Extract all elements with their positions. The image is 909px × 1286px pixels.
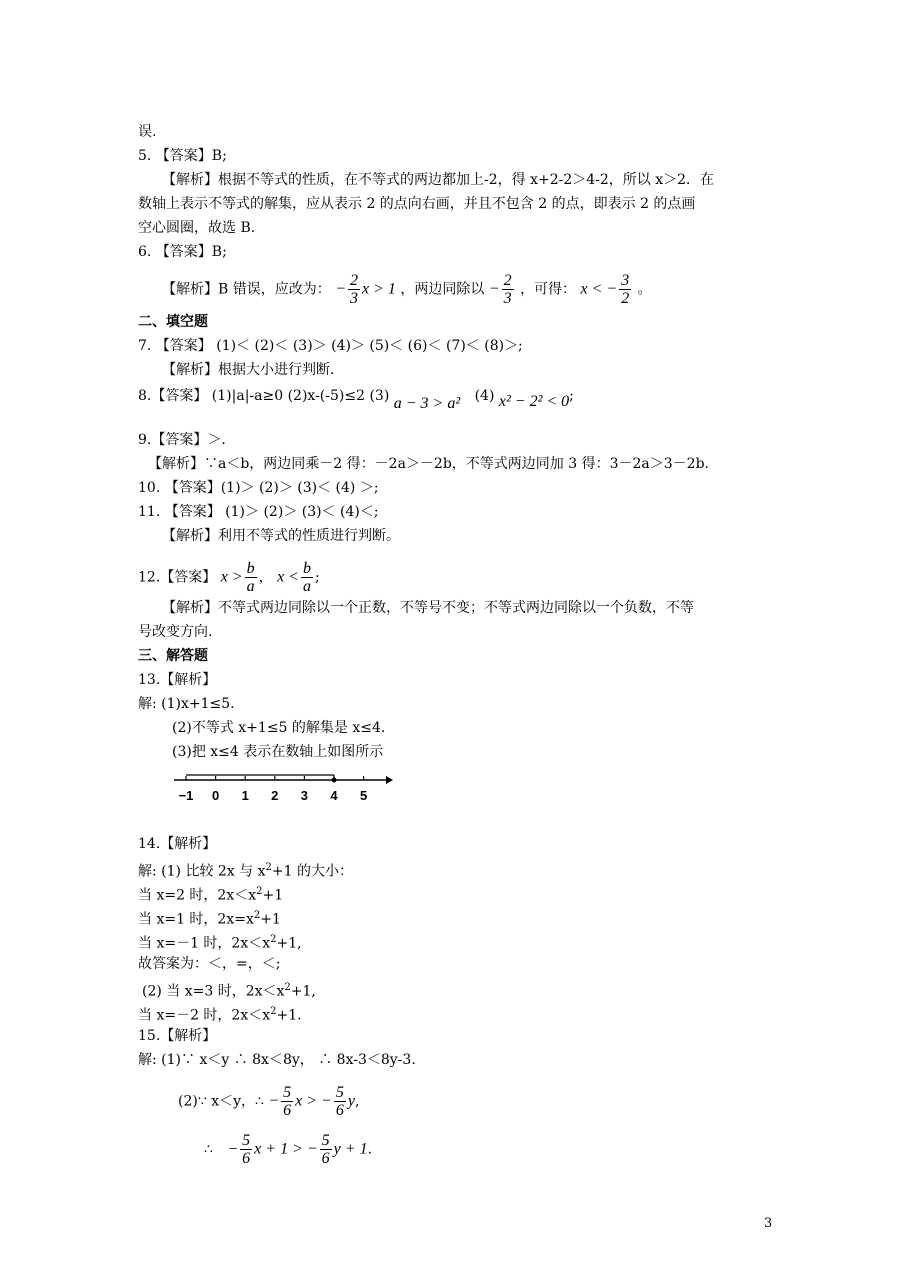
numerator: b <box>246 560 255 577</box>
fraction <box>502 272 514 307</box>
math-expr: x < <box>277 568 299 586</box>
text: 12.【答案】 <box>138 569 217 586</box>
math-expr: x + 1 > − <box>254 1140 318 1158</box>
numerator: 3 <box>621 272 630 289</box>
analysis-line: 【解析】利用不等式的性质进行判断。 <box>162 528 400 544</box>
math-sign: − <box>488 280 500 298</box>
text: ， <box>258 569 273 586</box>
solution-line: 解: (1)∵ x＜y ∴ 8x＜8y， ∴ 8x-3＜8y-3. <box>138 1052 416 1068</box>
denominator: a <box>246 578 255 595</box>
answer-line: 10. 【答案】(1)＞ (2)＞ (3)＜ (4) ＞; <box>138 480 379 496</box>
answer-line-q8 <box>138 386 574 412</box>
fraction <box>619 272 631 307</box>
solution-line: (2)不等式 x+1≤5 的解集是 x≤4. <box>172 720 386 736</box>
analysis-line-q6 <box>162 272 652 307</box>
text: ，可得： <box>520 281 577 298</box>
solution-line-q15-3 <box>204 1132 372 1167</box>
denominator: 3 <box>350 290 358 307</box>
solution-line: 当 x=2 时，$2x<x^2+1$ <box>138 886 284 904</box>
solution-line-q15-2 <box>178 1084 359 1119</box>
section-heading: 三、解答题 <box>138 648 208 664</box>
text: 【解析】B 错误，应改为： <box>162 281 331 298</box>
denominator: 2 <box>621 290 630 307</box>
numerator: 5 <box>242 1132 251 1149</box>
numerator: 2 <box>350 272 358 289</box>
text: , <box>354 1093 360 1110</box>
solution-line: (3)把 x≤4 表示在数轴上如图所示 <box>172 744 384 760</box>
math-expr: x < − <box>580 280 618 298</box>
numerator: b <box>302 560 311 577</box>
number-line-label: 5 <box>359 788 368 803</box>
analysis-heading: 13.【解析】 <box>138 672 217 688</box>
text-line: 号改变方向. <box>138 624 213 640</box>
math-sign: − <box>227 1140 239 1158</box>
analysis-line: 【解析】根据大小进行判断. <box>162 362 335 378</box>
answer-line: 11. 【答案】 (1)＞ (2)＞ (3)＜ (4)＜; <box>138 504 379 520</box>
fraction <box>281 1084 293 1119</box>
number-line-label: 0 <box>211 788 220 803</box>
denominator: 6 <box>335 1102 344 1119</box>
number-line-label: 1 <box>241 788 249 803</box>
answer-line: 5. 【答案】B; <box>138 148 227 164</box>
text: . <box>367 1141 373 1158</box>
number-line <box>172 766 394 806</box>
solution-line: 解: (1)x+1≤5. <box>138 696 235 712</box>
fraction <box>301 560 313 595</box>
solution-line: 当 x=－2 时，$2x<x^2+1$. <box>138 1006 302 1024</box>
text: 8.【答案】 (1)|a|-a≥0 (2)x-(-5)≤2 (3) <box>138 388 390 404</box>
numerator: 5 <box>321 1132 330 1149</box>
denominator: 3 <box>503 290 512 307</box>
answer-line: 9.【答案】＞. <box>138 432 226 448</box>
answer-line-q12 <box>138 560 320 595</box>
numerator: 5 <box>283 1084 292 1101</box>
math-expr: a − 3 > a² <box>393 395 461 412</box>
analysis-line: 【解析】不等式两边同除以一个正数，不等号不变；不等式两边同除以一个负数，不等 <box>162 600 694 616</box>
text: ∴ <box>204 1141 213 1158</box>
text: 。 <box>637 281 652 298</box>
number-line-label: −1 <box>178 788 194 803</box>
numerator: 2 <box>503 272 512 289</box>
solution-line: 解: (1) 比较 2x 与 $x^2+1$ 的大小： <box>138 862 353 880</box>
fraction <box>320 1132 332 1167</box>
solution-line: 故答案为：＜，=，＜; <box>138 956 281 972</box>
text: ; <box>314 569 320 586</box>
text: ; <box>569 388 574 404</box>
fraction <box>240 1132 252 1167</box>
denominator: 6 <box>283 1102 292 1119</box>
text: (2)∵ x＜y，∴ <box>178 1093 264 1110</box>
answer-line: 7. 【答案】 (1)＜ (2)＜ (3)＞ (4)＞ (5)＜ (6)＜ (7)＜ (8)＞; <box>138 338 523 354</box>
page-number: 3 <box>764 1216 773 1231</box>
text-line: 空心圆圈，故选 B. <box>138 220 256 236</box>
math-expr: y <box>347 1092 355 1110</box>
number-line-label: 2 <box>271 788 279 803</box>
text: ，两边同除以 <box>400 281 485 298</box>
analysis-heading: 14.【解析】 <box>138 836 217 852</box>
analysis-line: 【解析】∵a＜b，两边同乘－2 得：－2a＞－2b，不等式两边同加 3 得：3－2a＞3－2b. <box>148 456 709 472</box>
text-line: 误. <box>138 124 157 140</box>
solution-line: 当 x=－1 时，$2x<x^2+1$, <box>138 934 302 952</box>
fraction <box>348 272 360 307</box>
analysis-heading: 15.【解析】 <box>138 1028 217 1044</box>
number-line-label: 3 <box>300 788 309 803</box>
numerator: 5 <box>335 1084 344 1101</box>
answer-line: 6. 【答案】B; <box>138 244 227 260</box>
denominator: 6 <box>242 1150 251 1167</box>
section-heading: 二、填空题 <box>138 314 208 330</box>
fraction <box>245 560 257 595</box>
math-expr: x > <box>220 568 243 586</box>
denominator: a <box>302 578 311 595</box>
solution-line: 当 x=1 时，$2x=x^2+1$ <box>138 910 281 928</box>
math-expr: y + 1 <box>333 1140 368 1158</box>
math-expr: x² − 2² < 0 <box>498 393 570 410</box>
fraction <box>334 1084 346 1119</box>
denominator: 6 <box>321 1150 330 1167</box>
math-sign: − <box>335 280 346 298</box>
number-line-label: 4 <box>330 788 338 803</box>
math-expr: x > − <box>295 1092 332 1110</box>
math-sign: − <box>268 1092 280 1110</box>
solution-line: (2) 当 x=3 时，$2x<x^2+1$, <box>142 982 316 1000</box>
analysis-line: 【解析】根据不等式的性质，在不等式的两边都加上-2，得 x+2-2＞4-2，所以 x＞2．在 <box>162 172 715 188</box>
text: (4) <box>474 388 495 404</box>
math-expr: x > 1 <box>362 280 396 298</box>
text-line: 数轴上表示不等式的解集，应从表示 2 的点向右画，并且不包含 2 的点，即表示 2 的点画 <box>138 196 696 212</box>
